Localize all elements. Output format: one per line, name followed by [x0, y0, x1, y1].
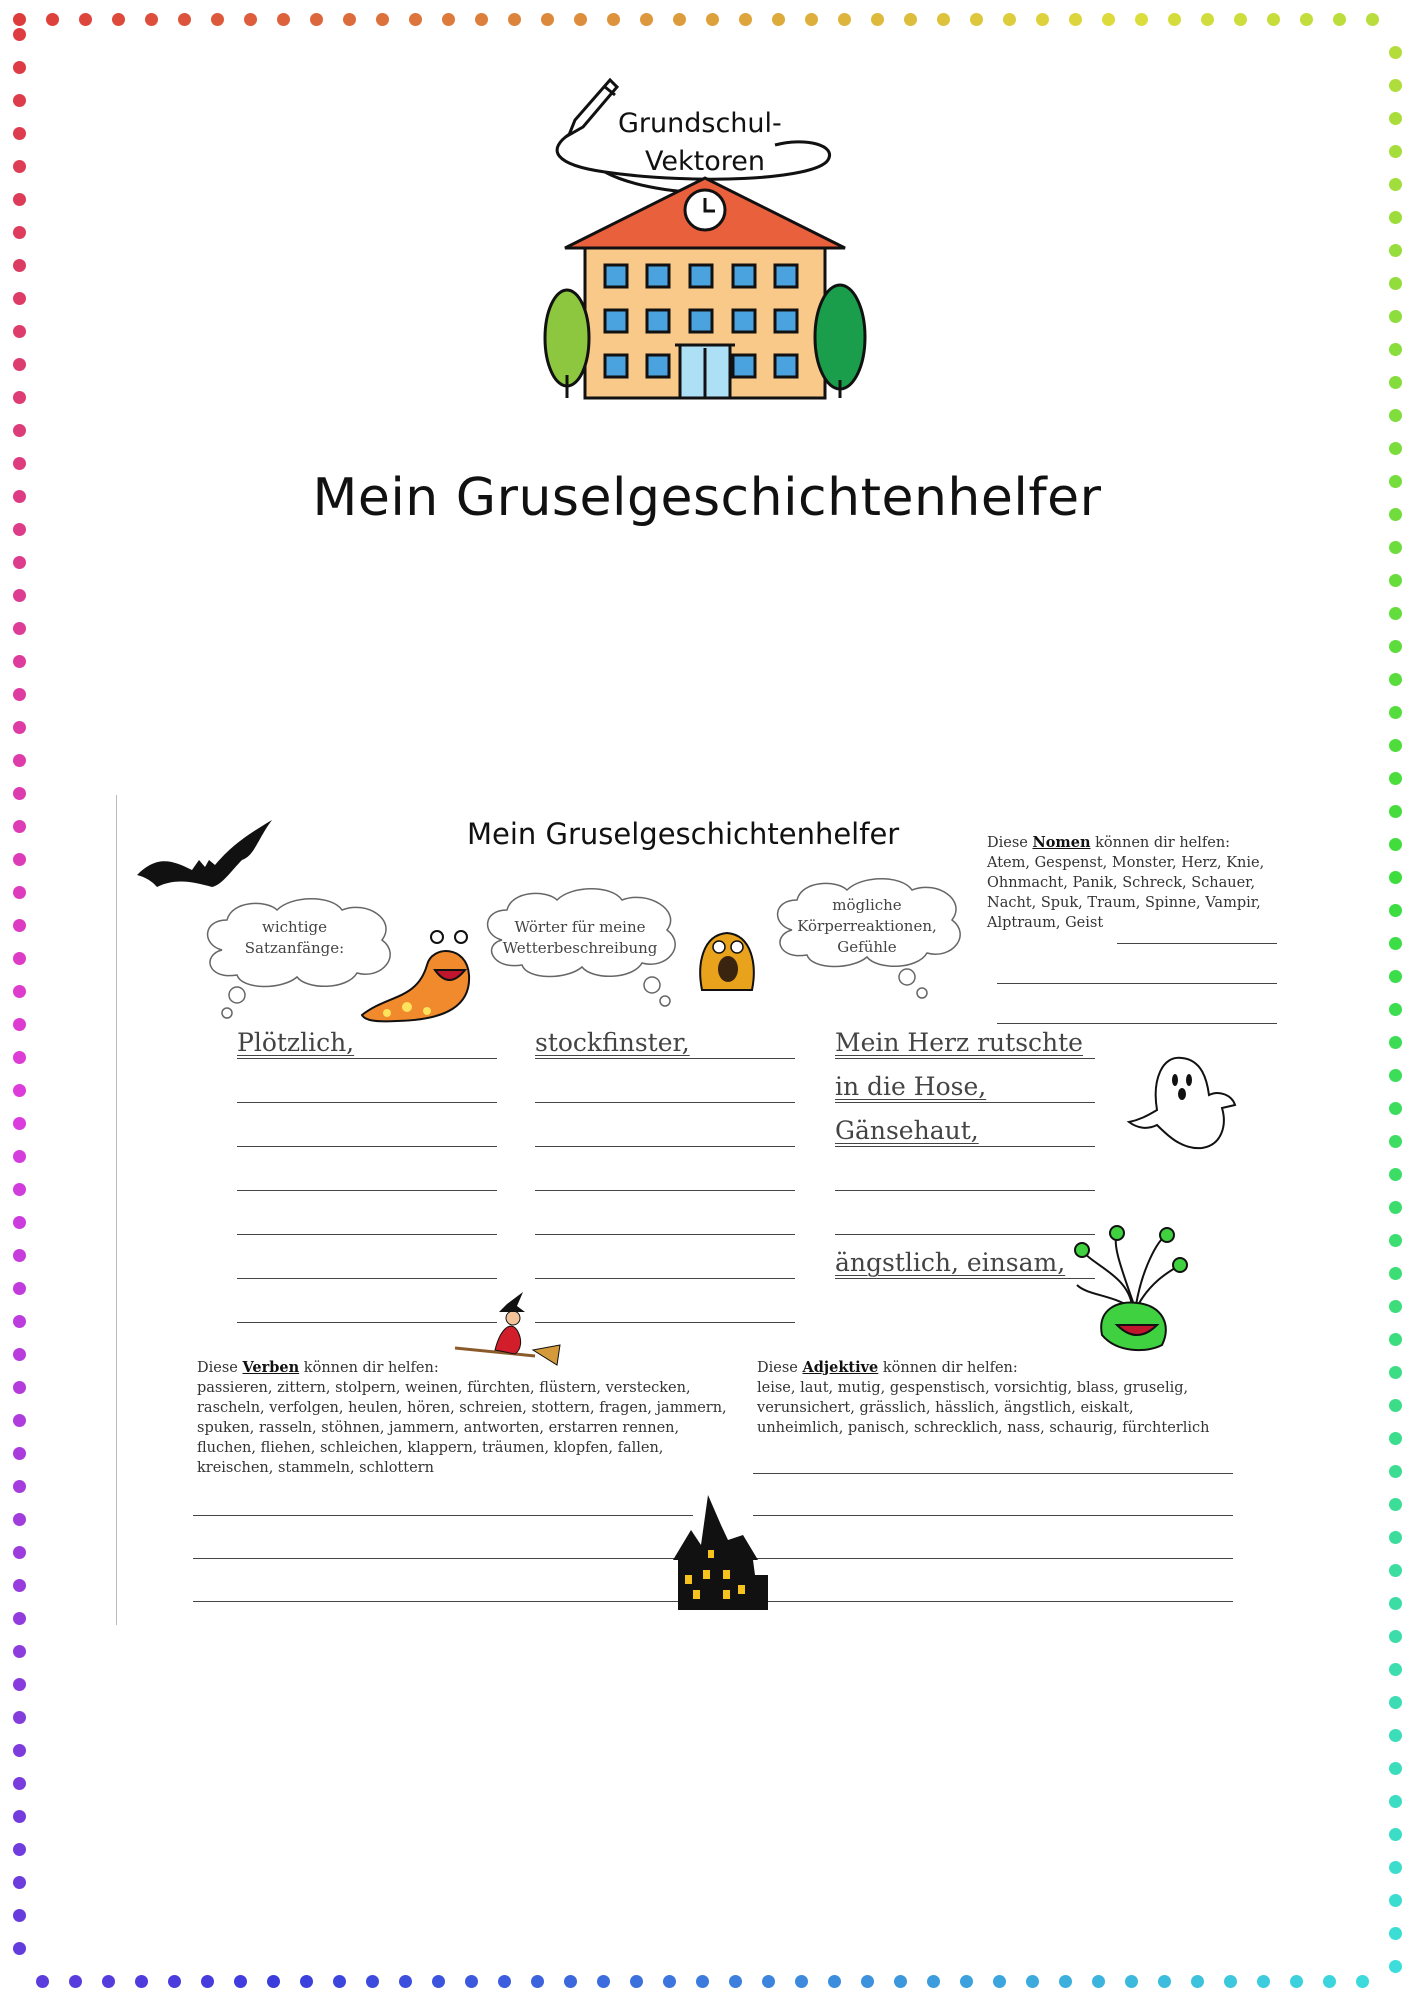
- border-dot: [904, 13, 917, 26]
- border-dot: [13, 358, 26, 371]
- logo: [545, 75, 865, 405]
- border-dot: [1389, 211, 1402, 224]
- border-dot: [1389, 343, 1402, 356]
- border-dot: [13, 886, 26, 899]
- border-dot: [300, 1975, 313, 1988]
- border-dot: [234, 1975, 247, 1988]
- border-dot: [541, 13, 554, 26]
- border-dot: [663, 1975, 676, 1988]
- border-dot: [13, 1117, 26, 1130]
- border-dot: [894, 1975, 907, 1988]
- writing-line: [193, 1601, 693, 1602]
- border-dot: [13, 1480, 26, 1493]
- border-dot: [1290, 1975, 1303, 1988]
- border-dot: [597, 1975, 610, 1988]
- adjektive-list: leise, laut, mutig, gespenstisch, vorsichtig, blass, gruselig, verunsichert, grässlich, hässlich, ängstlich, eiskalt, unheimlich, panisch, schrecklich, nass, schaurig, fürchterlich: [757, 1380, 1210, 1436]
- border-dot: [970, 13, 983, 26]
- border-dot: [1356, 1975, 1369, 1988]
- border-dot: [201, 1975, 214, 1988]
- border-dot: [1389, 1333, 1402, 1346]
- border-dot: [13, 1282, 26, 1295]
- border-dot: [960, 1975, 973, 1988]
- example-col1: Plötzlich,: [237, 1028, 355, 1057]
- border-dot: [13, 28, 26, 41]
- border-dot: [333, 1975, 346, 1988]
- border-dot: [1389, 1762, 1402, 1775]
- nomen-box: [987, 833, 1277, 933]
- border-dot: [1300, 13, 1313, 26]
- border-dot: [706, 13, 719, 26]
- writing-line: [237, 1278, 497, 1279]
- border-dot: [1257, 1975, 1270, 1988]
- border-dot: [310, 13, 323, 26]
- border-dot: [376, 13, 389, 26]
- border-dot: [1125, 1975, 1138, 1988]
- nomen-list: Atem, Gespenst, Monster, Herz, Knie, Ohnmacht, Panik, Schreck, Schauer, Nacht, Spuk, Traum, Spinne, Vampir, Alptraum, Geist: [987, 855, 1265, 931]
- border-dot: [46, 13, 59, 26]
- border-dot: [13, 1777, 26, 1790]
- border-dot: [343, 13, 356, 26]
- border-dot: [13, 325, 26, 338]
- border-dot: [13, 61, 26, 74]
- border-dot: [1059, 1975, 1072, 1988]
- slug-monster-icon: [357, 925, 477, 1025]
- border-dot: [13, 1942, 26, 1955]
- border-dot: [1389, 706, 1402, 719]
- border-dot: [1389, 739, 1402, 752]
- writing-line: [535, 1102, 795, 1103]
- writing-line: [193, 1558, 693, 1559]
- border-dot: [1389, 871, 1402, 884]
- border-dot: [564, 1975, 577, 1988]
- writing-line: [535, 1058, 795, 1059]
- border-dot: [13, 1645, 26, 1658]
- border-dot: [13, 127, 26, 140]
- writing-line: [835, 1146, 1095, 1147]
- adjektive-suffix: können dir helfen:: [882, 1360, 1018, 1376]
- border-dot: [1389, 1366, 1402, 1379]
- border-dot: [508, 13, 521, 26]
- border-dot: [937, 13, 950, 26]
- border-dot: [1389, 1696, 1402, 1709]
- border-dot: [1267, 13, 1280, 26]
- border-dot: [1389, 1630, 1402, 1643]
- cloud-3-line3: Gefühle: [837, 938, 897, 956]
- border-dot: [13, 1447, 26, 1460]
- border-dot: [1389, 1498, 1402, 1511]
- border-dot: [13, 292, 26, 305]
- cloud-1-line1: wichtige: [261, 918, 327, 936]
- page-title: Mein Gruselgeschichtenhelfer: [312, 468, 1102, 528]
- border-dot: [1389, 1168, 1402, 1181]
- worksheet-preview: [116, 795, 1297, 1625]
- writing-line: [535, 1190, 795, 1191]
- border-dot: [772, 13, 785, 26]
- border-dot: [1389, 1036, 1402, 1049]
- nomen-prefix: Diese: [987, 835, 1028, 851]
- border-dot: [607, 13, 620, 26]
- border-dot: [13, 1546, 26, 1559]
- border-dot: [1389, 1234, 1402, 1247]
- border-dot: [498, 1975, 511, 1988]
- border-dot: [1092, 1975, 1105, 1988]
- border-dot: [135, 1975, 148, 1988]
- border-dot: [168, 1975, 181, 1988]
- border-dot: [13, 1579, 26, 1592]
- border-dot: [1389, 1003, 1402, 1016]
- border-dot: [366, 1975, 379, 1988]
- writing-line: [753, 1473, 1233, 1474]
- border-dot: [1389, 1960, 1402, 1973]
- border-dot: [1135, 13, 1148, 26]
- border-dot: [828, 1975, 841, 1988]
- writing-line: [237, 1190, 497, 1191]
- border-dot: [574, 13, 587, 26]
- ghost-icon: [1127, 1050, 1237, 1155]
- adjektive-prefix: Diese: [757, 1360, 798, 1376]
- bat-icon: [137, 815, 277, 895]
- border-dot: [13, 1909, 26, 1922]
- writing-line: [835, 1058, 1095, 1059]
- border-dot: [1389, 1795, 1402, 1808]
- border-dot: [696, 1975, 709, 1988]
- yellow-monster-icon: [687, 925, 767, 995]
- border-dot: [13, 1678, 26, 1691]
- border-dot: [1389, 1432, 1402, 1445]
- example-col3-line3: Gänsehaut,: [835, 1116, 979, 1145]
- writing-line: [753, 1515, 1233, 1516]
- writing-line: [237, 1102, 497, 1103]
- border-dot: [861, 1975, 874, 1988]
- border-dot: [267, 1975, 280, 1988]
- border-dot: [13, 556, 26, 569]
- border-dot: [13, 424, 26, 437]
- border-dot: [1389, 1201, 1402, 1214]
- border-dot: [1036, 13, 1049, 26]
- border-dot: [1389, 772, 1402, 785]
- border-dot: [1389, 607, 1402, 620]
- border-dot: [13, 193, 26, 206]
- border-dot: [1389, 541, 1402, 554]
- border-dot: [1389, 1465, 1402, 1478]
- border-dot: [993, 1975, 1006, 1988]
- border-dot: [1224, 1975, 1237, 1988]
- border-dot: [13, 1315, 26, 1328]
- border-dot: [673, 13, 686, 26]
- example-col3-line2: in die Hose,: [835, 1072, 987, 1101]
- border-dot: [13, 1711, 26, 1724]
- border-dot: [13, 259, 26, 272]
- border-dot: [1389, 1135, 1402, 1148]
- nomen-suffix: können dir helfen:: [1095, 835, 1231, 851]
- border-dot: [1389, 574, 1402, 587]
- nomen-writing-line: [997, 983, 1277, 984]
- border-dot: [805, 13, 818, 26]
- border-dot: [1069, 13, 1082, 26]
- border-dot: [79, 13, 92, 26]
- cloud-1-text: [217, 917, 372, 959]
- border-dot: [1389, 640, 1402, 653]
- border-dot: [13, 226, 26, 239]
- writing-line: [753, 1601, 1233, 1602]
- border-dot: [1389, 1894, 1402, 1907]
- border-dot: [1389, 46, 1402, 59]
- border-dot: [36, 1975, 49, 1988]
- border-dot: [13, 655, 26, 668]
- border-dot: [13, 1810, 26, 1823]
- border-dot: [871, 13, 884, 26]
- writing-line: [535, 1146, 795, 1147]
- border-dot: [1389, 1564, 1402, 1577]
- border-dot: [13, 1249, 26, 1262]
- adjektive-box: [757, 1358, 1217, 1438]
- border-dot: [1234, 13, 1247, 26]
- nomen-writing-line: [1117, 943, 1277, 944]
- writing-line: [835, 1190, 1095, 1191]
- border-dot: [1158, 1975, 1171, 1988]
- border-dot: [432, 1975, 445, 1988]
- border-dot: [13, 688, 26, 701]
- border-dot: [465, 1975, 478, 1988]
- border-dot: [442, 13, 455, 26]
- border-dot: [630, 1975, 643, 1988]
- border-dot: [1389, 838, 1402, 851]
- border-dot: [13, 1381, 26, 1394]
- border-dot: [1389, 904, 1402, 917]
- verben-word: Verben: [242, 1359, 300, 1376]
- border-dot: [795, 1975, 808, 1988]
- writing-line: [237, 1058, 497, 1059]
- border-dot: [1389, 937, 1402, 950]
- border-dot: [13, 160, 26, 173]
- writing-line: [193, 1515, 693, 1516]
- border-dot: [1389, 442, 1402, 455]
- border-dot: [399, 1975, 412, 1988]
- border-dot: [1389, 1663, 1402, 1676]
- border-dot: [475, 13, 488, 26]
- border-dot: [13, 1513, 26, 1526]
- border-dot: [13, 952, 26, 965]
- border-dot: [1389, 1531, 1402, 1544]
- border-dot: [178, 13, 191, 26]
- border-dot: [102, 1975, 115, 1988]
- border-dot: [1389, 673, 1402, 686]
- verben-box: [197, 1358, 737, 1478]
- border-dot: [13, 919, 26, 932]
- example-col3-line6: ängstlich, einsam,: [835, 1248, 1066, 1277]
- border-dot: [13, 1612, 26, 1625]
- border-dot: [13, 391, 26, 404]
- border-dot: [145, 13, 158, 26]
- border-dot: [1389, 1399, 1402, 1412]
- cloud-2-line2: Wetterbeschreibung: [502, 939, 658, 957]
- green-alien-icon: [1072, 1225, 1192, 1355]
- border-dot: [13, 754, 26, 767]
- border-dot: [13, 721, 26, 734]
- border-dot: [13, 94, 26, 107]
- border-dot: [13, 1150, 26, 1163]
- border-dot: [13, 1843, 26, 1856]
- writing-line: [835, 1278, 1095, 1279]
- border-dot: [13, 1183, 26, 1196]
- writing-line: [237, 1146, 497, 1147]
- border-dot: [1389, 376, 1402, 389]
- border-dot: [13, 1744, 26, 1757]
- border-dot: [1201, 13, 1214, 26]
- border-dot: [409, 13, 422, 26]
- border-dot: [1389, 409, 1402, 422]
- border-dot: [1389, 970, 1402, 983]
- verben-prefix: Diese: [197, 1360, 238, 1376]
- border-dot: [1389, 1828, 1402, 1841]
- border-dot: [838, 13, 851, 26]
- cloud-1-line2: Satzanfänge:: [244, 939, 345, 957]
- border-dot: [244, 13, 257, 26]
- border-dot: [13, 1018, 26, 1031]
- border-dot: [1102, 13, 1115, 26]
- border-dot: [277, 13, 290, 26]
- border-dot: [1389, 805, 1402, 818]
- cloud-3-text: [772, 895, 962, 958]
- writing-line: [753, 1558, 1233, 1559]
- verben-suffix: können dir helfen:: [303, 1360, 439, 1376]
- border-dot: [762, 1975, 775, 1988]
- border-dot: [211, 13, 224, 26]
- border-dot: [1389, 1729, 1402, 1742]
- border-dot: [13, 787, 26, 800]
- border-dot: [1389, 1597, 1402, 1610]
- border-dot: [13, 13, 26, 26]
- writing-line: [237, 1234, 497, 1235]
- writing-line: [535, 1322, 795, 1323]
- border-dot: [927, 1975, 940, 1988]
- border-dot: [531, 1975, 544, 1988]
- border-dot: [1323, 1975, 1336, 1988]
- border-dot: [1026, 1975, 1039, 1988]
- border-dot: [13, 985, 26, 998]
- cloud-2-text: [485, 917, 675, 959]
- example-col2: stockfinster,: [535, 1028, 690, 1057]
- border-dot: [1389, 310, 1402, 323]
- writing-line: [535, 1234, 795, 1235]
- border-dot: [112, 13, 125, 26]
- border-dot: [1389, 1102, 1402, 1115]
- border-dot: [1333, 13, 1346, 26]
- border-dot: [1389, 1861, 1402, 1874]
- border-dot: [13, 1216, 26, 1229]
- adjektive-word: Adjektive: [802, 1359, 879, 1376]
- logo-text-line2: Vektoren: [645, 146, 765, 177]
- border-dot: [1389, 178, 1402, 191]
- border-dot: [13, 589, 26, 602]
- border-dot: [1389, 79, 1402, 92]
- border-dot: [13, 622, 26, 635]
- border-dot: [1366, 13, 1379, 26]
- border-dot: [1389, 1300, 1402, 1313]
- writing-line: [835, 1102, 1095, 1103]
- border-dot: [1389, 145, 1402, 158]
- cloud-3-line1: mögliche: [832, 896, 902, 914]
- example-col3-line1: Mein Herz rutschte: [835, 1028, 1083, 1057]
- border-dot: [640, 13, 653, 26]
- border-dot: [69, 1975, 82, 1988]
- border-dot: [13, 1084, 26, 1097]
- border-dot: [1168, 13, 1181, 26]
- border-dot: [1389, 112, 1402, 125]
- border-dot: [729, 1975, 742, 1988]
- border-dot: [1389, 1267, 1402, 1280]
- border-dot: [13, 1051, 26, 1064]
- writing-line: [535, 1278, 795, 1279]
- haunted-house-icon: [673, 1495, 773, 1610]
- cloud-2-line1: Wörter für meine: [514, 918, 646, 936]
- border-dot: [1389, 244, 1402, 257]
- border-dot: [13, 1348, 26, 1361]
- border-dot: [1389, 1069, 1402, 1082]
- border-dot: [1191, 1975, 1204, 1988]
- writing-line: [835, 1234, 1095, 1235]
- border-dot: [739, 13, 752, 26]
- worksheet-title: Mein Gruselgeschichtenhelfer: [467, 817, 900, 851]
- border-dot: [13, 1414, 26, 1427]
- border-dot: [1389, 1927, 1402, 1940]
- border-dot: [1003, 13, 1016, 26]
- border-dot: [13, 1876, 26, 1889]
- border-dot: [1389, 277, 1402, 290]
- nomen-writing-line: [997, 1023, 1277, 1024]
- nomen-word: Nomen: [1032, 834, 1091, 851]
- logo-text-line1: Grundschul-: [618, 108, 782, 139]
- border-dot: [13, 820, 26, 833]
- cloud-3-line2: Körperreaktionen,: [797, 917, 937, 935]
- verben-list: passieren, zittern, stolpern, weinen, fürchten, flüstern, verstecken, rascheln, verfolgen, heulen, hören, schreien, stottern, fragen, jammern, spuken, rasseln, stöhnen, jammern, antworten, erstarren rennen, fluchen, fliehen, schleichen, klappern, träumen, klopfen, fallen, kreischen, stammeln, schlottern: [197, 1380, 727, 1476]
- border-dot: [13, 853, 26, 866]
